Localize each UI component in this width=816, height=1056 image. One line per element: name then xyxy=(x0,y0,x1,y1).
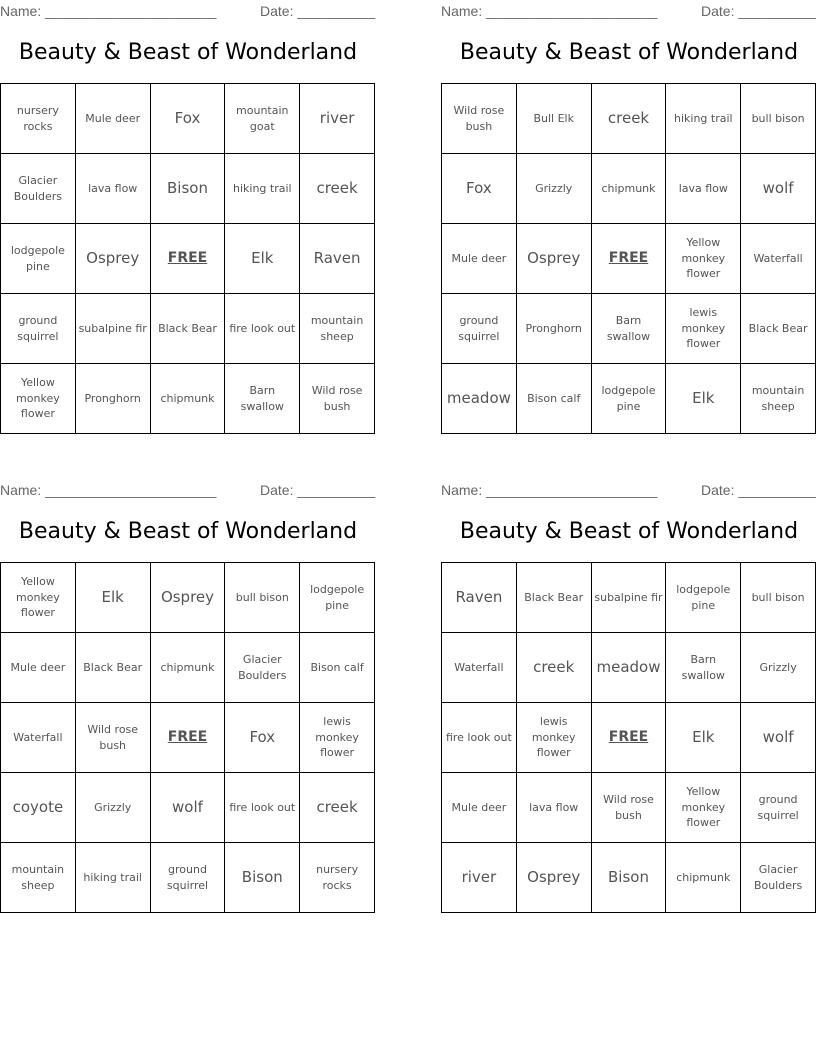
bingo-cell: Mule deer xyxy=(442,224,517,294)
bingo-cell: hiking trail xyxy=(666,84,741,154)
bingo-cell: Yellow monkey flower xyxy=(1,563,76,633)
bingo-card-2 xyxy=(441,0,816,434)
free-space: FREE xyxy=(151,224,226,294)
bingo-cell: Wild rose bush xyxy=(76,703,151,773)
bingo-cell: nursery rocks xyxy=(300,843,375,913)
bingo-cell: Barn swallow xyxy=(225,364,300,434)
bingo-cell: mountain sheep xyxy=(1,843,76,913)
bingo-cell: Bison xyxy=(225,843,300,913)
bingo-cell: Black Bear xyxy=(151,294,226,364)
bingo-cell: Mule deer xyxy=(442,773,517,843)
bingo-cell: Osprey xyxy=(76,224,151,294)
bingo-cell: bull bison xyxy=(741,563,816,633)
bingo-cell: mountain sheep xyxy=(300,294,375,364)
bingo-cell: lodgepole pine xyxy=(592,364,667,434)
bingo-cell: Waterfall xyxy=(741,224,816,294)
bingo-cell: fire look out xyxy=(225,773,300,843)
bingo-cell: chipmunk xyxy=(592,154,667,224)
name-date-row xyxy=(0,3,376,19)
bingo-cell: creek xyxy=(517,633,592,703)
bingo-cell: Black Bear xyxy=(517,563,592,633)
bingo-cell: coyote xyxy=(1,773,76,843)
bingo-cell: Black Bear xyxy=(741,294,816,364)
bingo-cell: Osprey xyxy=(517,224,592,294)
bingo-cell: bull bison xyxy=(741,84,816,154)
bingo-cell: Raven xyxy=(442,563,517,633)
date-field: Date: __________ xyxy=(701,3,816,19)
bingo-grid xyxy=(441,83,816,434)
bingo-cell: mountain goat xyxy=(225,84,300,154)
bingo-cell: Glacier Boulders xyxy=(225,633,300,703)
bingo-cell: lewis monkey flower xyxy=(666,294,741,364)
bingo-cell: lava flow xyxy=(76,154,151,224)
bingo-cell: ground squirrel xyxy=(151,843,226,913)
bingo-cell: wolf xyxy=(151,773,226,843)
bingo-cell: Pronghorn xyxy=(76,364,151,434)
bingo-grid xyxy=(0,562,375,913)
date-field: Date: __________ xyxy=(260,482,376,498)
bingo-cell: Bison xyxy=(151,154,226,224)
bingo-cell: Fox xyxy=(225,703,300,773)
bingo-cell: creek xyxy=(592,84,667,154)
bingo-cell: mountain sheep xyxy=(741,364,816,434)
bingo-cell: Elk xyxy=(666,703,741,773)
bingo-cell: lewis monkey flower xyxy=(517,703,592,773)
bingo-cell: lodgepole pine xyxy=(1,224,76,294)
bingo-cell: Bison xyxy=(592,843,667,913)
bingo-cell: Glacier Boulders xyxy=(1,154,76,224)
bingo-cell: ground squirrel xyxy=(1,294,76,364)
name-date-row xyxy=(0,482,376,498)
bingo-cell: chipmunk xyxy=(151,364,226,434)
bingo-cell: wolf xyxy=(741,703,816,773)
bingo-cell: lava flow xyxy=(666,154,741,224)
name-field: Name: ______________________ xyxy=(441,482,658,498)
bingo-cell: Yellow monkey flower xyxy=(1,364,76,434)
date-field: Date: __________ xyxy=(701,482,816,498)
bingo-card-4 xyxy=(441,479,816,913)
bingo-grid xyxy=(0,83,375,434)
bingo-cell: chipmunk xyxy=(666,843,741,913)
bingo-cell: Barn swallow xyxy=(666,633,741,703)
bingo-cell: lodgepole pine xyxy=(666,563,741,633)
free-space: FREE xyxy=(592,224,667,294)
bingo-cell: Yellow monkey flower xyxy=(666,773,741,843)
bingo-cell: Elk xyxy=(225,224,300,294)
bingo-cell: subalpine fir xyxy=(592,563,667,633)
bingo-cell: Grizzly xyxy=(741,633,816,703)
bingo-cell: Black Bear xyxy=(76,633,151,703)
bingo-cell: Bison calf xyxy=(517,364,592,434)
bingo-cell: Elk xyxy=(76,563,151,633)
bingo-cell: lewis monkey flower xyxy=(300,703,375,773)
bingo-cell: river xyxy=(300,84,375,154)
bingo-cell: Barn swallow xyxy=(592,294,667,364)
card-title: Beauty & Beast of Wonderland xyxy=(18,40,358,65)
bingo-cell: Wild rose bush xyxy=(300,364,375,434)
card-title: Beauty & Beast of Wonderland xyxy=(459,40,799,65)
bingo-cell: fire look out xyxy=(225,294,300,364)
bingo-cell: subalpine fir xyxy=(76,294,151,364)
bingo-cell: Mule deer xyxy=(76,84,151,154)
bingo-cell: lava flow xyxy=(517,773,592,843)
bingo-cell: river xyxy=(442,843,517,913)
bingo-cell: meadow xyxy=(592,633,667,703)
bingo-cell: lodgepole pine xyxy=(300,563,375,633)
bingo-cell: Osprey xyxy=(517,843,592,913)
card-title: Beauty & Beast of Wonderland xyxy=(459,519,799,544)
bingo-cell: ground squirrel xyxy=(741,773,816,843)
name-field: Name: ______________________ xyxy=(441,3,658,19)
bingo-card-1 xyxy=(0,0,376,434)
bingo-cell: Raven xyxy=(300,224,375,294)
bingo-cell: ground squirrel xyxy=(442,294,517,364)
bingo-cell: Wild rose bush xyxy=(592,773,667,843)
bingo-cell: Grizzly xyxy=(76,773,151,843)
date-field: Date: __________ xyxy=(260,3,376,19)
bingo-cell: Glacier Boulders xyxy=(741,843,816,913)
bingo-cell: Grizzly xyxy=(517,154,592,224)
bingo-cell: fire look out xyxy=(442,703,517,773)
bingo-cell: Wild rose bush xyxy=(442,84,517,154)
bingo-cell: Bull Elk xyxy=(517,84,592,154)
free-space: FREE xyxy=(151,703,226,773)
name-date-row xyxy=(441,482,816,498)
name-field: Name: ______________________ xyxy=(0,3,217,19)
bingo-cell: Osprey xyxy=(151,563,226,633)
bingo-cell: bull bison xyxy=(225,563,300,633)
bingo-cell: Elk xyxy=(666,364,741,434)
bingo-cell: creek xyxy=(300,773,375,843)
bingo-cell: meadow xyxy=(442,364,517,434)
bingo-cell: hiking trail xyxy=(76,843,151,913)
card-title: Beauty & Beast of Wonderland xyxy=(18,519,358,544)
bingo-cell: Bison calf xyxy=(300,633,375,703)
bingo-cell: nursery rocks xyxy=(1,84,76,154)
free-space: FREE xyxy=(592,703,667,773)
bingo-cell: Waterfall xyxy=(1,703,76,773)
bingo-cell: wolf xyxy=(741,154,816,224)
bingo-cell: Yellow monkey flower xyxy=(666,224,741,294)
name-field: Name: ______________________ xyxy=(0,482,217,498)
bingo-cell: Fox xyxy=(151,84,226,154)
bingo-cell: chipmunk xyxy=(151,633,226,703)
bingo-grid xyxy=(441,562,816,913)
bingo-cell: Fox xyxy=(442,154,517,224)
bingo-cell: hiking trail xyxy=(225,154,300,224)
bingo-cell: Pronghorn xyxy=(517,294,592,364)
bingo-cell: Mule deer xyxy=(1,633,76,703)
name-date-row xyxy=(441,3,816,19)
bingo-card-3 xyxy=(0,479,376,913)
bingo-cell: Waterfall xyxy=(442,633,517,703)
bingo-cell: creek xyxy=(300,154,375,224)
